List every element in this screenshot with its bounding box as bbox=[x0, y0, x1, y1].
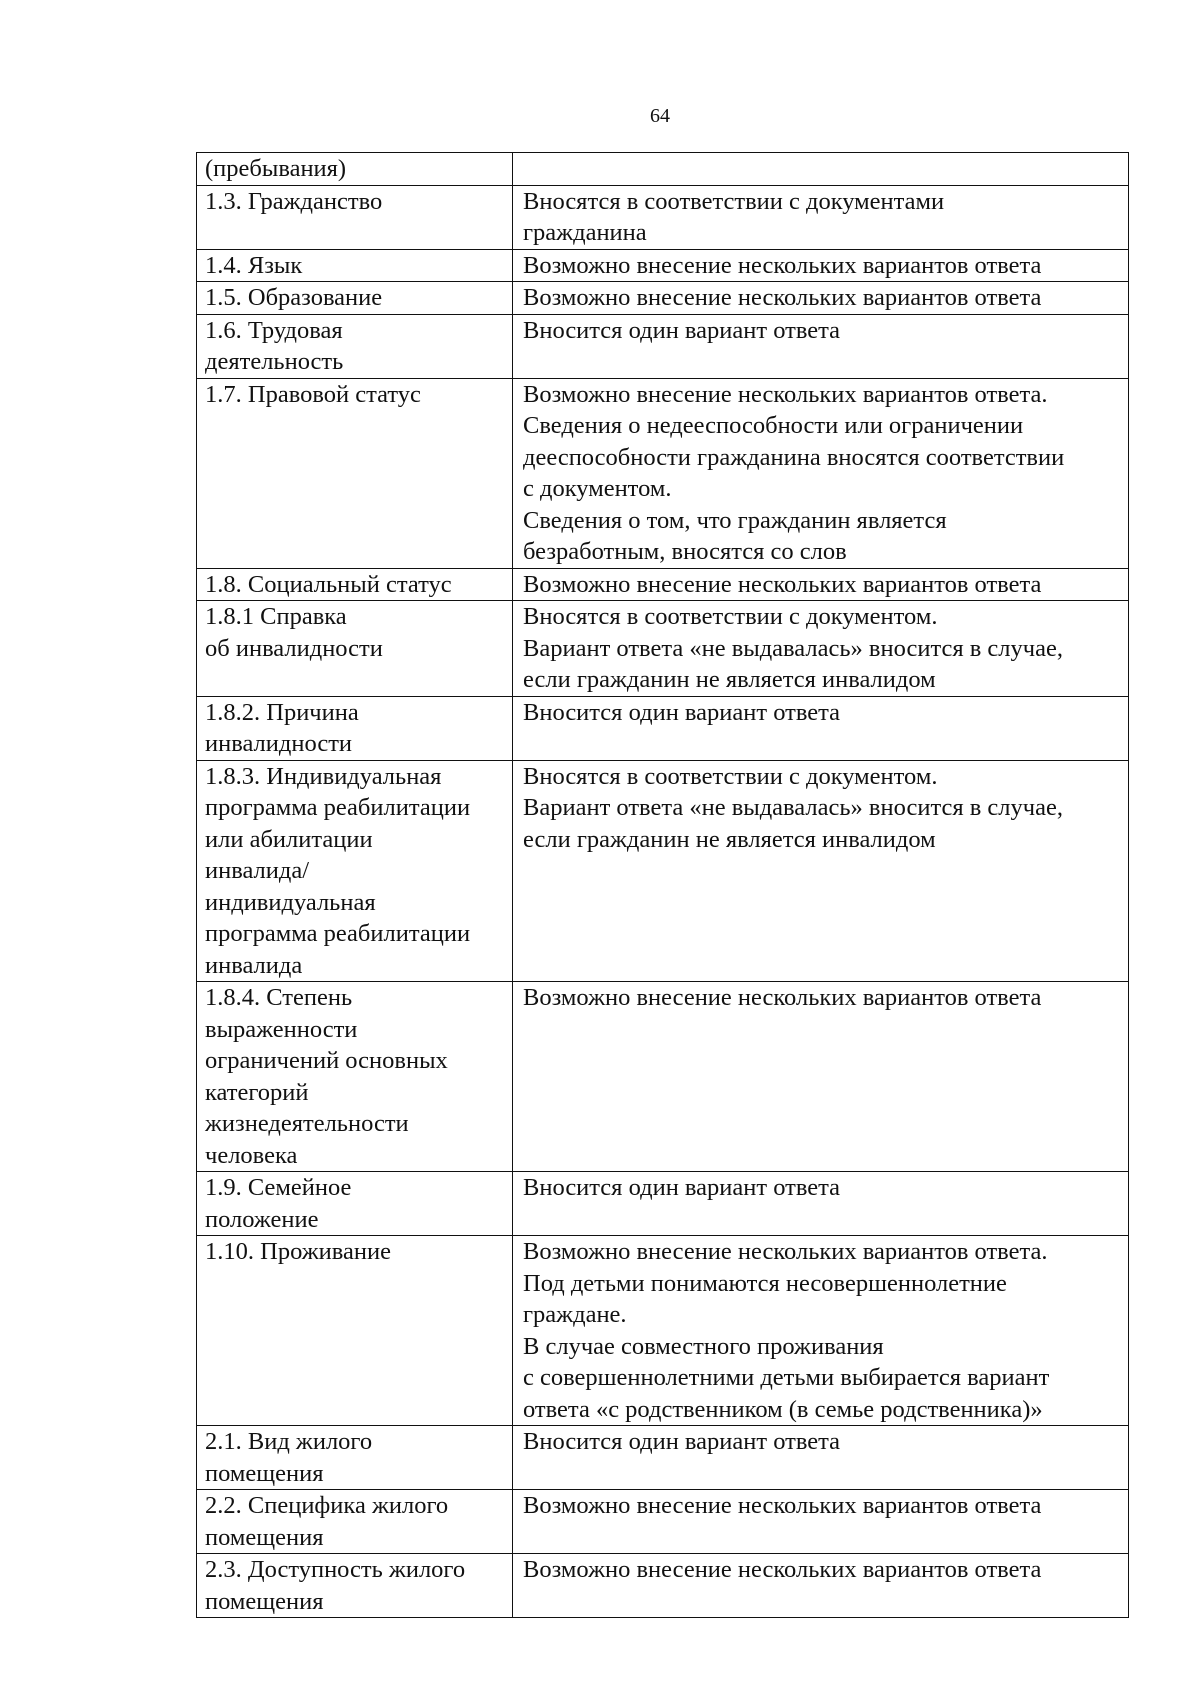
row-instructions: Возможно внесение нескольких вариантов ответа bbox=[513, 982, 1129, 1172]
table-row bbox=[197, 696, 1129, 760]
row-label: 1.10. Проживание bbox=[197, 1236, 513, 1426]
table-row bbox=[197, 1172, 1129, 1236]
table-row bbox=[197, 1236, 1129, 1426]
row-label: 1.4. Язык bbox=[197, 249, 513, 282]
row-label: 1.8. Социальный статус bbox=[197, 568, 513, 601]
row-instructions bbox=[513, 153, 1129, 186]
row-instructions: Вносятся в соответствии с документом. Вариант ответа «не выдавалась» вносится в случае, если гражданин не является инвалидом bbox=[513, 601, 1129, 697]
row-instructions: Возможно внесение нескольких вариантов ответа bbox=[513, 568, 1129, 601]
row-label: 1.7. Правовой статус bbox=[197, 378, 513, 568]
row-instructions: Возможно внесение нескольких вариантов ответа. Сведения о недееспособности или ограничении дееспособности гражданина вносятся соответствии с документом. Сведения о том, что гражданин является безработным, вносятся со слов bbox=[513, 378, 1129, 568]
row-instructions: Вносятся в соответствии с документами гражданина bbox=[513, 185, 1129, 249]
row-label: 1.8.2. Причина инвалидности bbox=[197, 696, 513, 760]
page-number: 64 bbox=[650, 105, 670, 127]
row-instructions: Возможно внесение нескольких вариантов ответа bbox=[513, 1490, 1129, 1554]
row-label: 1.8.3. Индивидуальная программа реабилитации или абилитации инвалида/ индивидуальная программа реабилитации инвалида bbox=[197, 760, 513, 982]
table-row bbox=[197, 760, 1129, 982]
table-row bbox=[197, 282, 1129, 315]
row-instructions: Вносится один вариант ответа bbox=[513, 1426, 1129, 1490]
table-row bbox=[197, 249, 1129, 282]
row-instructions: Возможно внесение нескольких вариантов ответа bbox=[513, 1554, 1129, 1618]
row-label: 1.8.4. Степень выраженности ограничений основных категорий жизнедеятельности человека bbox=[197, 982, 513, 1172]
table-row bbox=[197, 314, 1129, 378]
row-instructions: Вносится один вариант ответа bbox=[513, 1172, 1129, 1236]
row-label: 1.6. Трудовая деятельность bbox=[197, 314, 513, 378]
row-instructions: Вносится один вариант ответа bbox=[513, 696, 1129, 760]
table-row bbox=[197, 568, 1129, 601]
table-row bbox=[197, 1554, 1129, 1618]
row-instructions: Вносятся в соответствии с документом. Вариант ответа «не выдавалась» вносится в случае, если гражданин не является инвалидом bbox=[513, 760, 1129, 982]
row-instructions: Вносится один вариант ответа bbox=[513, 314, 1129, 378]
row-label: 2.3. Доступность жилого помещения bbox=[197, 1554, 513, 1618]
row-label: 2.2. Специфика жилого помещения bbox=[197, 1490, 513, 1554]
row-label: 1.3. Гражданство bbox=[197, 185, 513, 249]
table-row bbox=[197, 601, 1129, 697]
row-label: (пребывания) bbox=[197, 153, 513, 186]
row-label: 1.5. Образование bbox=[197, 282, 513, 315]
row-instructions: Возможно внесение нескольких вариантов ответа. Под детьми понимаются несовершеннолетние граждане. В случае совместного проживания с совершеннолетними детьми выбирается вариант ответа «с родственником (в семье родственника)» bbox=[513, 1236, 1129, 1426]
table-row bbox=[197, 153, 1129, 186]
table-row bbox=[197, 378, 1129, 568]
row-instructions: Возможно внесение нескольких вариантов ответа bbox=[513, 282, 1129, 315]
table-row bbox=[197, 982, 1129, 1172]
document-table bbox=[196, 152, 1129, 1618]
row-instructions: Возможно внесение нескольких вариантов ответа bbox=[513, 249, 1129, 282]
table-row bbox=[197, 1426, 1129, 1490]
table-row bbox=[197, 185, 1129, 249]
row-label: 2.1. Вид жилого помещения bbox=[197, 1426, 513, 1490]
row-label: 1.9. Семейное положение bbox=[197, 1172, 513, 1236]
table-row bbox=[197, 1490, 1129, 1554]
row-label: 1.8.1 Справка об инвалидности bbox=[197, 601, 513, 697]
